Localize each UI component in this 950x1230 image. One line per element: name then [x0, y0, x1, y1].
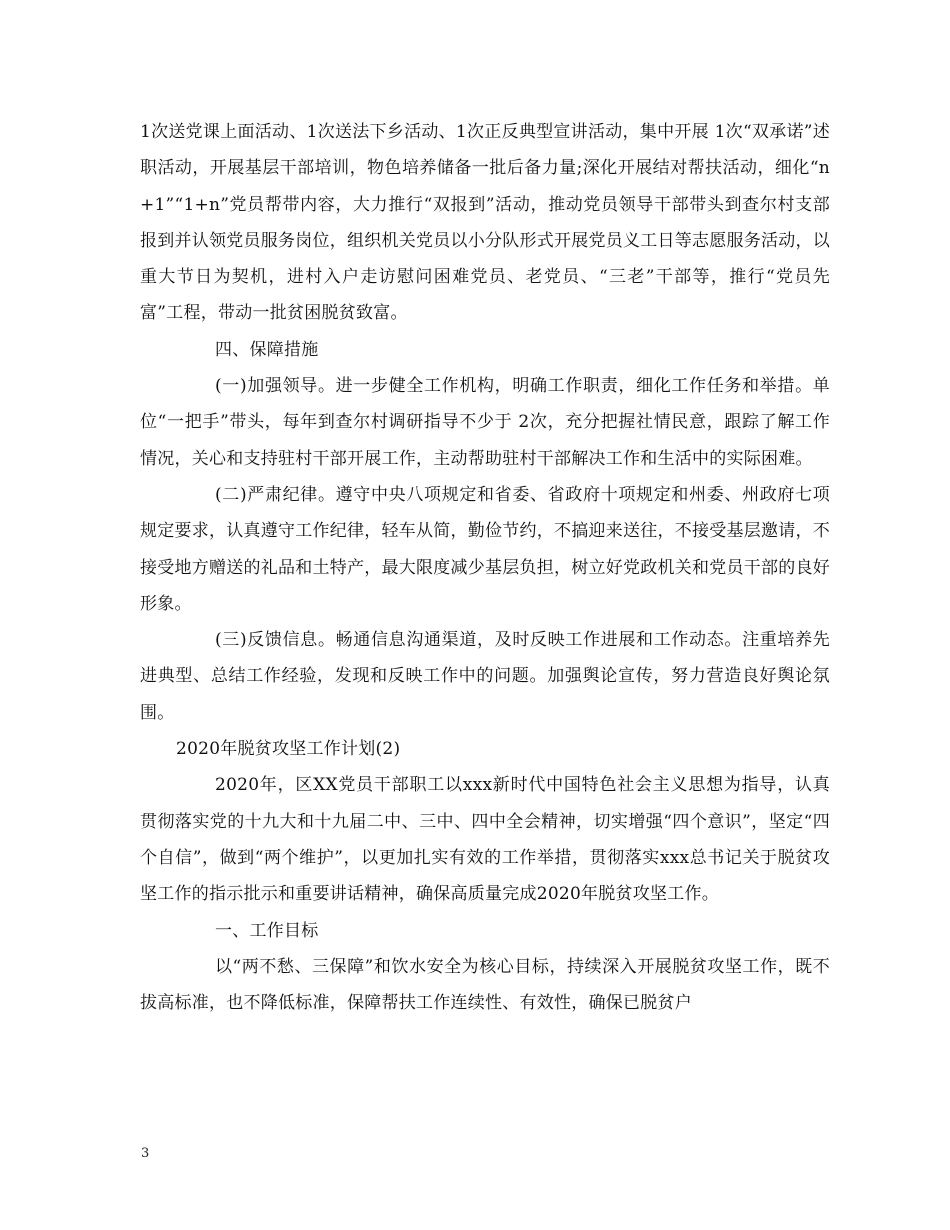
paragraph-goals: 以“两不愁、三保障”和饮水安全为核心目标，持续深入开展脱贫攻坚工作，既不拔高标准，也不降低标准，保障帮扶工作连续性、有效性，确保已脱贫户	[140, 956, 830, 1014]
paragraph-party-activities: 1次送党课上面活动、1次送法下乡活动、1次正反典型宣讲活动，集中开展 1次“双承诺”述职活动，开展基层干部培训，物色培养储备一批后备力量;深化开展结对帮扶活动，细化“n+1”“1+n”党员帮带内容，大力推行“双报到”活动，推动党员领导干部带头到查尔村支部报到并认领党员服务岗位，组织机关党员以小分队形式开展党员义工日等志愿服务活动，以重大节日为契机，进村入户走访慰问困难党员、老党员、“三老”干部等，推行“党员先富”工程，带动一批贫困脱贫致富。	[140, 122, 830, 324]
paragraph-discipline: (二)严肃纪律。遵守中央八项规定和省委、省政府十项规定和州委、州政府七项规定要求，认真遵守工作纪律，轻车从简，勤俭节约，不搞迎来送往，不接受基层邀请，不接受地方赠送的礼品和土特产，最大限度减少基层负担，树立好党政机关和党员干部的良好形象。	[140, 484, 830, 614]
paragraph-leadership: (一)加强领导。进一步健全工作机构，明确工作职责，细化工作任务和举措。单位“一把手”带头，每年到查尔村调研指导不少于 2次，充分把握社情民意，跟踪了解工作情况，关心和支持驻村干部开展工作，主动帮助驻村干部解决工作和生活中的实际困难。	[140, 376, 830, 469]
document-body	[140, 114, 830, 1021]
page-number: 3	[141, 1146, 150, 1161]
section-heading-safeguards: 四、保障措施	[215, 339, 319, 360]
paragraph-feedback: (三)反馈信息。畅通信息沟通渠道，及时反映工作进展和工作动态。注重培养先进典型、总结工作经验，发现和反映工作中的问题。加强舆论宣传，努力营造良好舆论氛围。	[140, 630, 830, 723]
section-heading-goals: 一、工作目标	[215, 920, 319, 941]
paragraph-intro-2020: 2020年，区XX党员干部职工以xxx新时代中国特色社会主义思想为指导，认真贯彻落实党的十九大和十九届二中、三中、四中全会精神，切实增强“四个意识”，坚定“四个自信”，做到“两个维护”，以更加扎实有效的工作举措，贯彻落实xxx总书记关于脱贫攻坚工作的指示批示和重要讲话精神，确保高质量完成2020年脱贫攻坚工作。	[140, 775, 830, 905]
document-subtitle: 2020年脱贫攻坚工作计划(2)	[176, 739, 401, 760]
